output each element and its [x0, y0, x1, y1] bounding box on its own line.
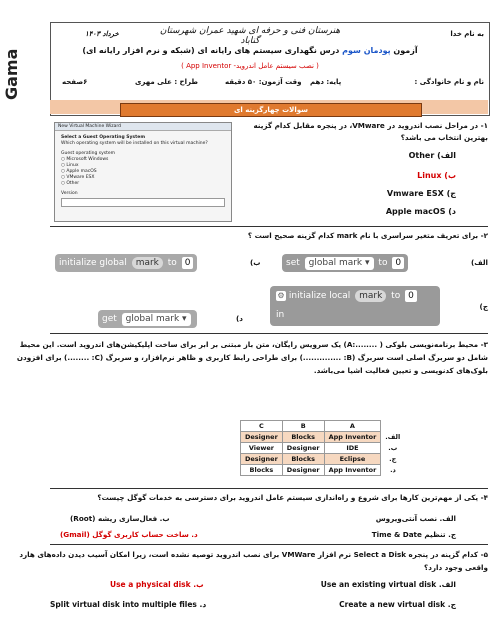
table-row — [241, 443, 405, 454]
q2-label-c: ج) — [479, 302, 488, 311]
q5-opt-d: د. Split virtual disk into multiple files — [50, 600, 207, 609]
divider-3 — [50, 488, 488, 489]
q2-label-d: د) — [236, 314, 243, 323]
gear-icon: ⚙ — [277, 291, 285, 300]
q5-text: ۵- کدام گزینه در پنجره Select a Disk نرم افزار VMWare برای نصب اندروید توصیه نشده است، زیرا امکان آسیب دیدن داده‌های هارد واقعی وجود دارد؟ — [19, 550, 488, 572]
q2a-dropdown: global mark ▾ — [305, 257, 374, 270]
table-header-c: C — [241, 421, 283, 432]
q4-opt-a: الف. نصب آنتی‌ویروس — [375, 514, 456, 523]
vm-radio-3[interactable]: ○ Apple macOS — [61, 169, 97, 174]
q2c-line1 — [272, 287, 421, 305]
table-cell: Designer — [282, 465, 324, 476]
table-row — [241, 465, 405, 476]
table-cell: Eclipse — [324, 454, 381, 465]
q1-opt-b: ب) Linux — [417, 171, 456, 180]
table-cell: Blocks — [241, 465, 283, 476]
q2a-kw: set — [286, 258, 300, 268]
vm-heading: Select a Guest Operating System — [61, 135, 146, 140]
q2c-num: 0 — [405, 290, 417, 302]
q3-options-table — [240, 420, 405, 476]
q2a-dd-label: global mark — [308, 258, 363, 268]
table-cell: Designer — [282, 443, 324, 454]
q1-opt-d: د) Apple macOS — [385, 207, 456, 216]
q2b-to: to — [167, 258, 177, 268]
vm-wizard-screenshot — [54, 122, 232, 222]
q2b-num: 0 — [182, 257, 194, 269]
table-row — [241, 432, 405, 443]
table-cell: Blocks — [282, 454, 324, 465]
table-header-blank — [381, 421, 405, 432]
divider-2 — [50, 333, 488, 334]
q1-opt-a: الف) Other — [408, 151, 456, 160]
q4-opt-d: د. ساخت حساب کاربری گوگل (Gmail) — [60, 530, 198, 539]
table-row-label: د. — [390, 466, 396, 474]
exam-title — [80, 46, 420, 55]
vm-radio-2[interactable]: ○ Linux — [61, 163, 79, 168]
name-label: به نام خدا — [450, 30, 484, 38]
divider-1 — [50, 226, 488, 227]
q2-text: ۲- برای تعریف متغیر سراسری با نام mark کدام گزینه صحیح است ؟ — [247, 231, 488, 240]
table-cell: Viewer — [241, 443, 283, 454]
q2d-dd-label: global mark — [125, 314, 180, 324]
vm-radio-4-label: VMware ESX — [66, 175, 95, 180]
table-cell: Blocks — [282, 432, 324, 443]
exam-term: خرداد ۱۴۰۳ — [85, 30, 119, 38]
student-label: نام و نام خانوادگی : — [414, 78, 484, 86]
vm-radio-5[interactable]: ○ Other — [61, 181, 80, 186]
section-title: سوالات چهارگزینه ای — [120, 103, 422, 117]
exam-time: وقت آزمون: ۵۰ دقیقه — [225, 78, 302, 86]
q2d-kw: get — [102, 314, 117, 324]
q2-block-d — [98, 310, 197, 328]
table-row-label: الف. — [385, 433, 401, 441]
q1-opt-c: ج) Vmware ESX — [386, 189, 456, 198]
table-cell: App Inventor — [324, 432, 381, 443]
q2c-kw: initialize local — [288, 291, 351, 301]
vm-radio-5-label: Other — [66, 181, 80, 186]
exam-title-post: درس نگهداری سیستم های رایانه ای (شبکه و نرم افزار رایانه ای) — [82, 46, 340, 55]
designer: طراح : علی مهری — [135, 78, 198, 86]
q4-opt-b: ب. فعال‌سازی ریشه (Root) — [70, 514, 170, 523]
table-cell: App Inventor — [324, 465, 381, 476]
q1-text: ۱- در مراحل نصب اندروید در VMware، در پنجره مقابل کدام گزینه بهترین انتخاب می باشد؟ — [253, 121, 488, 142]
q2b-kw: initialize global — [59, 258, 127, 268]
vm-radio-4[interactable]: ○ VMware ESX — [61, 175, 95, 180]
q5-opt-c: ج. Create a new virtual disk — [339, 600, 456, 609]
vm-radio-1[interactable]: ○ Microsoft Windows — [61, 157, 109, 162]
q4-text: ۴- یکی از مهم‌ترین کارها برای شروع و راه‌اندازی سیستم عامل اندروید برای دسترسی به خدمات گوگل چیست؟ — [97, 493, 488, 502]
vm-radio-2-label: Linux — [66, 163, 79, 168]
table-cell: IDE — [324, 443, 381, 454]
grade: پایه: دهم — [310, 78, 342, 86]
vm-radio-3-label: Apple macOS — [66, 169, 97, 174]
table-cell: Designer — [241, 432, 283, 443]
table-row — [241, 454, 405, 465]
school-name: هنرستان فنی و حرفه ای شهید عمران شهرستان گناباد — [159, 26, 341, 46]
q2a-num: 0 — [392, 257, 404, 269]
table-header-b: B — [282, 421, 324, 432]
gama-logo: Gama — [2, 48, 21, 100]
divider-4 — [50, 544, 488, 545]
table-cell: Designer — [241, 454, 283, 465]
vm-version-select[interactable] — [61, 198, 225, 207]
table-header-a: A — [324, 421, 381, 432]
table-row-label: ب. — [388, 444, 398, 452]
q2-label-b: ب) — [250, 258, 261, 267]
exam-title-pre: آزمون — [393, 46, 418, 55]
q2c-line2 — [272, 306, 288, 324]
vm-radio-1-label: Microsoft Windows — [66, 157, 109, 162]
q4-opt-c: ج. تنظیم Time & Date — [371, 530, 456, 539]
q2d-dropdown: global mark ▾ — [122, 313, 191, 326]
pages: ۶صفحه — [62, 78, 88, 86]
table-header-row — [241, 421, 405, 432]
vm-sub: Which operating system will be installed on this virtual machine? — [61, 141, 208, 146]
q5-opt-a: الف. Use an existing virtual disk — [320, 580, 456, 589]
q2-label-a: الف) — [470, 258, 488, 267]
vm-version-label: Version — [61, 191, 78, 196]
exam-subtitle: ( نصب سیستم عامل اندروید- App Inventor ) — [181, 62, 319, 70]
q5-opt-b: ب. Use a physical disk — [110, 580, 204, 589]
q2-block-a — [282, 254, 408, 272]
q2c-mark: mark — [355, 290, 386, 302]
q2-block-b — [55, 254, 197, 272]
table-row-label: ج. — [389, 455, 397, 463]
q3-text: ۳- محیط برنامه‌نویسی بلوکی ( ........:A) یک سرویس رایگان، متن باز مبتنی بر ابر برای ساخت اپلیکیشن‌های اندروید است. این محیط شامل دو سربرگ اصلی است سربرگ (B: ..............) برای طراحی رابط کاربری و ظاهر نرم‌افزار، و سربرگ (C: ........) برای افزودن بلوک‌های کدنویسی و تعیین فعالیت اشیا می‌باشد. — [16, 340, 488, 375]
q2c-to: to — [391, 291, 401, 301]
q2a-to: to — [378, 258, 388, 268]
exam-title-unit: پودمان سوم — [342, 46, 391, 55]
vm-title: New Virtual Machine Wizard — [55, 123, 231, 131]
q2c-in: in — [276, 310, 285, 320]
vm-group: Guest operating system — [61, 151, 116, 156]
q2b-mark: mark — [132, 257, 163, 269]
